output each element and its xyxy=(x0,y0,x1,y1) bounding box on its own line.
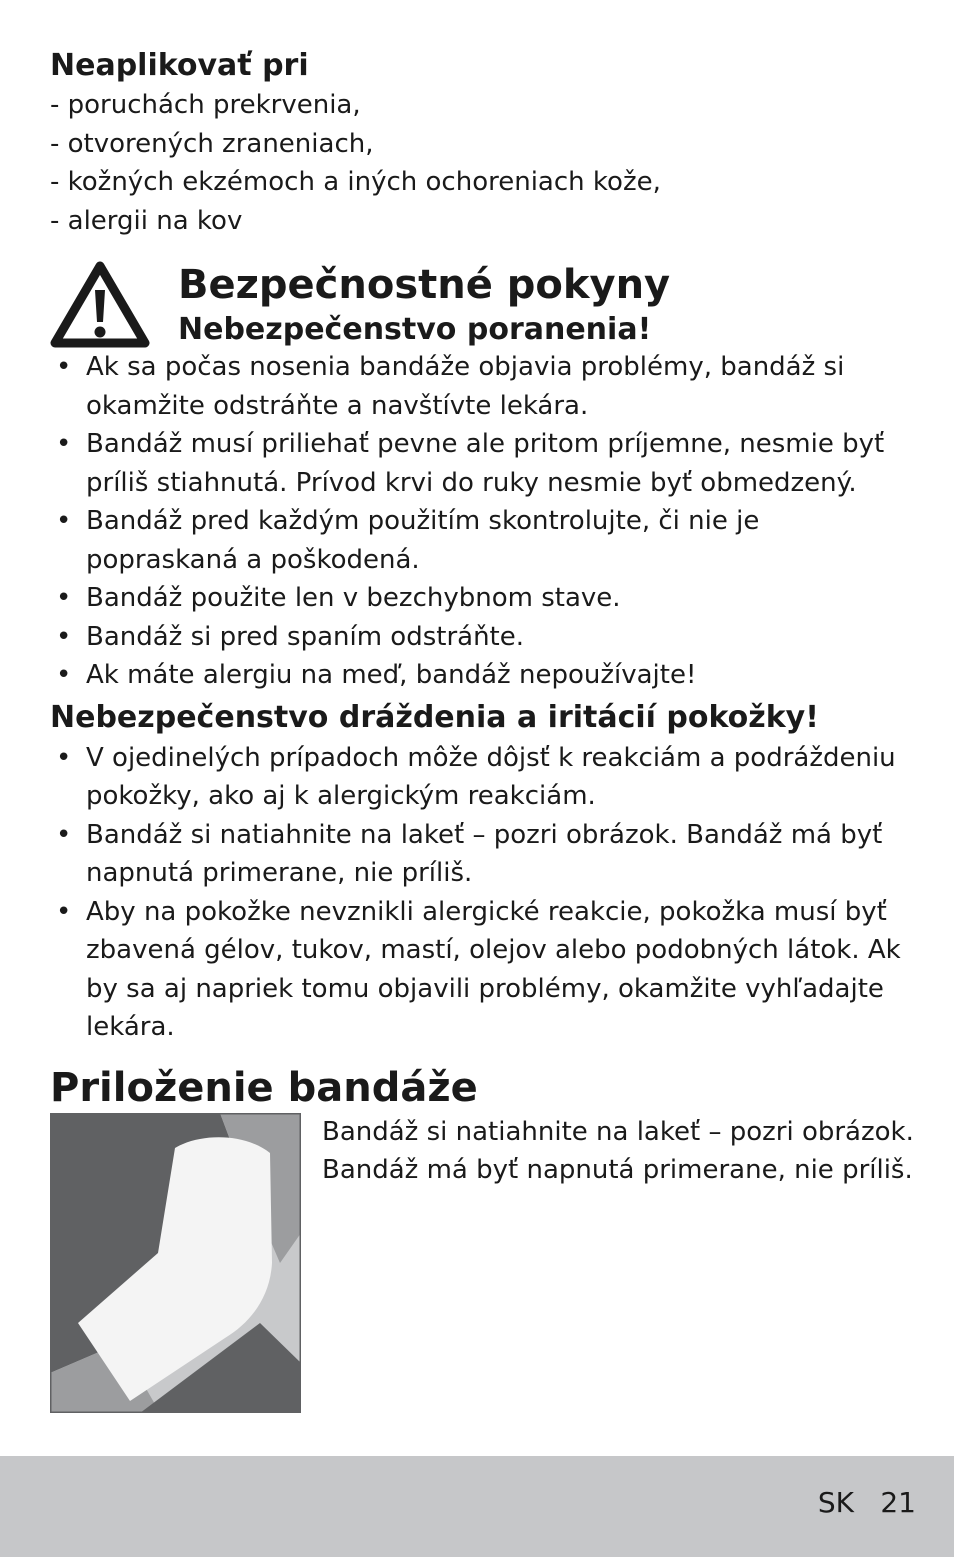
warning-triangle-icon xyxy=(50,260,150,348)
language-code: SK xyxy=(817,1486,854,1519)
bullet-icon: • xyxy=(56,621,72,652)
list-item: - alergii na kov xyxy=(50,205,243,236)
list-item-text: Ak máte alergiu na meď, bandáž nepoužívajte! xyxy=(86,660,697,690)
list-item xyxy=(50,502,912,579)
list-item-text: Aby na pokožke nevznikli alergické reakcie, pokožka musí byť zbavená gélov, tukov, mastí, olejov alebo podobných látok. Ak by sa aj napriek tomu objavili problémy, okamžite vyhľadajte lekára. xyxy=(86,896,901,1042)
contraindications-heading: Neaplikovať pri xyxy=(50,48,309,83)
safety-header xyxy=(50,260,912,348)
irritation-list xyxy=(50,739,912,1047)
application-text: Bandáž si natiahnite na lakeť – pozri obrázok. Bandáž má byť napnutá primerane, nie príliš. xyxy=(322,1116,914,1185)
safety-title: Bezpečnostné pokyny xyxy=(178,262,671,308)
list-item xyxy=(50,425,912,502)
bullet-icon: • xyxy=(56,742,72,773)
bullet-icon: • xyxy=(56,896,72,927)
list-item xyxy=(50,579,912,618)
list-item-text: Bandáž použite len v bezchybnom stave. xyxy=(86,583,621,613)
list-item-text: Bandáž si pred spaním odstráňte. xyxy=(86,621,525,652)
list-item-text: V ojedinelých prípadoch môže dôjsť k reakciám a podráždeniu pokožky, ako aj k alergickým reakciám. xyxy=(86,742,896,811)
list-item: - poruchách prekrvenia, xyxy=(50,90,361,120)
list-item xyxy=(50,618,912,657)
injury-heading: Nebezpečenstvo poranenia! xyxy=(178,312,652,347)
list-item xyxy=(50,893,912,1047)
list-item: - otvorených zraneniach, xyxy=(50,128,374,159)
irritation-heading: Nebezpečenstvo dráždenia a iritácií pokožky! xyxy=(50,699,819,735)
injury-list xyxy=(50,348,912,695)
list-item-text: Bandáž pred každým použitím skontrolujte, či nie je popraskaná a poškodená. xyxy=(86,506,760,575)
application-section xyxy=(50,1113,912,1423)
bullet-icon: • xyxy=(56,819,72,850)
contraindications-list xyxy=(50,86,912,240)
list-item xyxy=(50,348,912,425)
bullet-icon: • xyxy=(56,429,72,459)
bullet-icon: • xyxy=(56,506,72,536)
list-item xyxy=(50,656,912,695)
bullet-icon: • xyxy=(56,352,72,382)
bullet-icon: • xyxy=(56,583,72,613)
list-item: - kožných ekzémoch a iných ochoreniach kože, xyxy=(50,167,661,197)
elbow-bandage-illustration xyxy=(50,1113,301,1413)
page-content xyxy=(50,46,912,1423)
bullet-icon: • xyxy=(56,660,72,690)
page-footer xyxy=(0,1456,954,1557)
list-item xyxy=(50,816,912,893)
application-title: Priloženie bandáže xyxy=(50,1064,478,1111)
list-item-text: Bandáž si natiahnite na lakeť – pozri obrázok. Bandáž má byť napnutá primerane, nie príliš. xyxy=(86,819,883,888)
page-number: 21 xyxy=(880,1486,916,1519)
list-item-text: Bandáž musí priliehať pevne ale pritom príjemne, nesmie byť príliš stiahnutá. Prívod krvi do ruky nesmie byť obmedzený. xyxy=(86,429,885,498)
list-item-text: Ak sa počas nosenia bandáže objavia problémy, bandáž si okamžite odstráňte a navštívte lekára. xyxy=(86,352,845,421)
list-item xyxy=(50,739,912,816)
